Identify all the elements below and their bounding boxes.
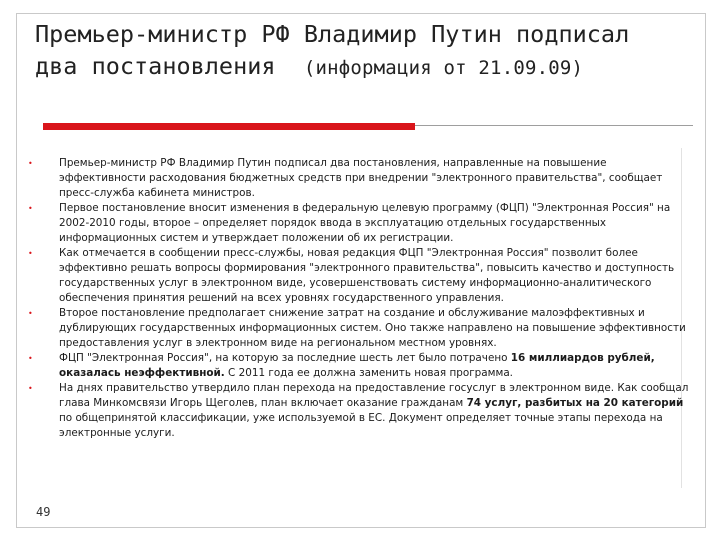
bullet-text: [59, 306, 693, 351]
bullet-text: [59, 381, 693, 441]
bullet-text: [59, 246, 693, 306]
title-date: (информация от 21.09.09): [303, 57, 584, 79]
bullet-item: [28, 381, 693, 441]
bullet-marker-icon: •: [28, 384, 33, 393]
bullet-list: [28, 156, 693, 441]
bullet-text-part: по общепринятой классификации, уже используемой в ЕС. Документ определяет точные этапы перехода на электронные услуги.: [59, 412, 663, 439]
bullet-text-emphasis: 16 миллиардов рублей, оказалась неэффективной.: [59, 352, 655, 379]
title-accent-bar: [43, 123, 415, 130]
bullet-text-part: Первое постановление вносит изменения в федеральную целевую программу (ФЦП) "Электронная Россия" на 2002-2010 годы, второе – определяет порядок ввода в эксплуатацию отдельных государственных информационных систем и утверждает положении об их регистрации.: [59, 202, 671, 244]
bullet-text-part: Второе постановление предполагает снижение затрат на создание и обслуживание малоэффективных и дублирующих государственных информационных систем. Оно также направлено на повышение эффективности предоставления услуг в электронном виде на региональном местном уровнях.: [59, 307, 686, 349]
bullet-item: [28, 201, 693, 246]
bullet-text-part: На днях правительство утвердило план перехода на предоставление госуслуг в электронном виде. Как сообщал глава Минкомсвязи Игорь Щеголев, план включает оказание гражданам: [59, 382, 689, 409]
page-number: 49: [36, 505, 51, 519]
title-line-1: Премьер-министр РФ Владимир Путин подписал: [35, 20, 630, 48]
bullet-marker-icon: •: [28, 159, 33, 168]
bullet-marker-icon: •: [28, 309, 33, 318]
bullet-text-part: ФЦП "Электронная Россия", на которую за последние шесть лет было потрачено: [59, 352, 511, 364]
bullet-text: [59, 351, 693, 381]
title-main: два постановления: [35, 52, 276, 80]
bullet-text-part: Как отмечается в сообщении пресс-службы, новая редакция ФЦП "Электронная Россия" позволит более эффективно решать вопросы формирования "электронного правительства", повысить качество и доступность государственных услуг в электронном виде, усовершенствовать систему информационно-аналитического обеспечения принятия решений на всех уровнях государственного управления.: [59, 247, 675, 304]
bullet-item: [28, 351, 693, 381]
bullet-marker-icon: •: [28, 249, 33, 258]
bullet-text: [59, 156, 693, 201]
slide-body: [28, 156, 693, 441]
bullet-text: [59, 201, 693, 246]
bullet-marker-icon: •: [28, 354, 33, 363]
bullet-text-part: С 2011 года ее должна заменить новая программа.: [224, 367, 513, 379]
bullet-text-part: Премьер-министр РФ Владимир Путин подписал два постановления, направленные на повышение эффективности расходования бюджетных средств при внедрении "электронного правительства", сообщает пресс-служба кабинета министров.: [59, 157, 663, 199]
slide-title: [35, 18, 695, 84]
bullet-item: [28, 246, 693, 306]
bullet-item: [28, 156, 693, 201]
bullet-marker-icon: •: [28, 204, 33, 213]
bullet-text-emphasis: 74 услуг, разбитых на 20 категорий: [466, 397, 684, 409]
title-line-2: [35, 50, 695, 84]
bullet-item: [28, 306, 693, 351]
